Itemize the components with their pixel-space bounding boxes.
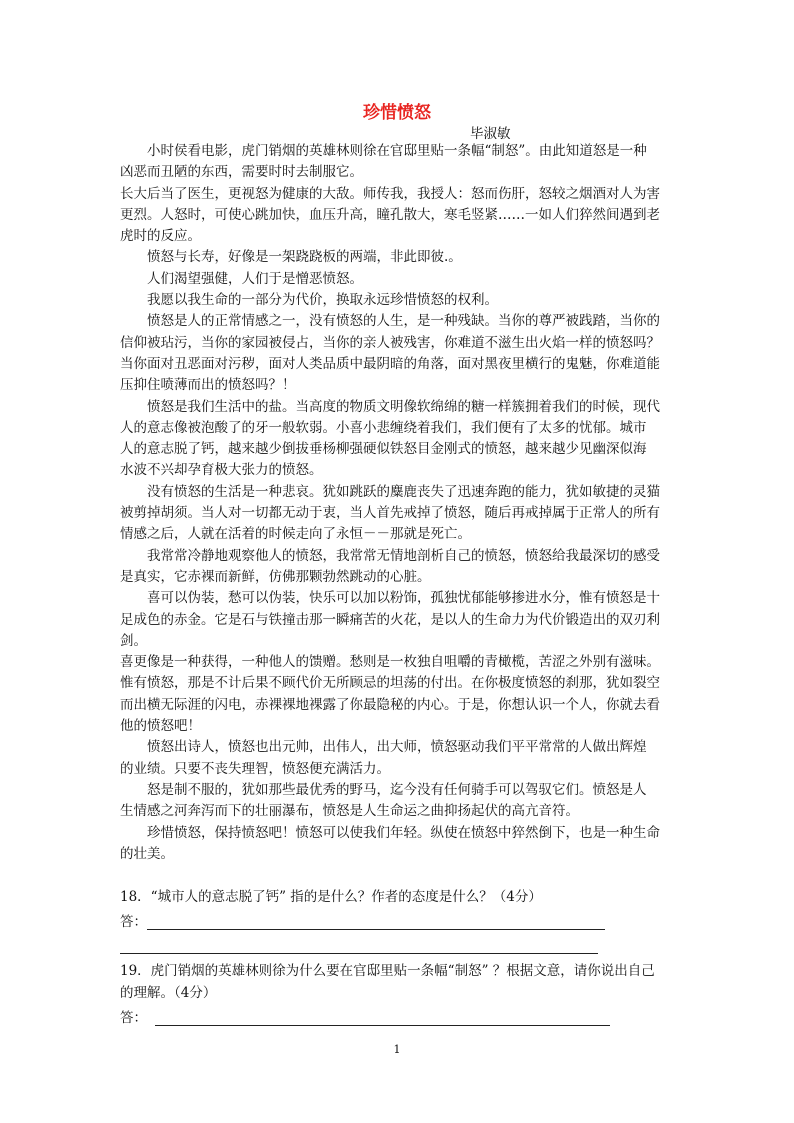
body-line: 人的意志像被泡酸了的牙一般软弱。小喜小悲缠绕着我们，我们便有了太多的忧郁。城市 — [120, 419, 647, 436]
body-line: 而出横无际涯的闪电，赤裸裸地裸露了你最隐秘的内心。于是，你想认识一个人，你就去看 — [120, 696, 660, 713]
body-line: 惟有愤怒，那是不计后果不顾代价无所顾忌的坦荡的付出。在你极度愤怒的刹那，犹如裂空 — [120, 675, 660, 692]
body-line: 愤怒出诗人，愤怒也出元帅，出伟人，出大师，愤怒驱动我们平平常常的人做出辉煌 — [147, 739, 647, 756]
body-line: 怒是制不服的，犹如那些最优秀的野马，迄今没有任何骑手可以驾驭它们。愤怒是人 — [147, 781, 647, 798]
article-body — [120, 141, 690, 865]
body-line: 生情感之河奔泻而下的壮丽瀑布，愤怒是人生命运之曲抑扬起伏的高亢音符。 — [120, 803, 579, 820]
body-line: 凶恶而丑陋的东西，需要时时去制服它。 — [120, 164, 363, 181]
body-line: 剑。 — [120, 632, 147, 649]
body-line: 当你面对丑恶面对污秽，面对人类品质中最阴暗的角落，面对黑夜里横行的鬼魅，你难道能 — [120, 355, 660, 372]
body-line: 压抑住喷薄而出的愤怒吗？！ — [120, 377, 296, 394]
body-line: 虎时的反应。 — [120, 228, 201, 245]
body-line: 小时侯看电影，虎门销烟的英雄林则徐在官邸里贴一条幅“制怒”。由此知道怒是一种 — [147, 143, 647, 159]
answer-label: 答： — [120, 1010, 147, 1026]
answer-19-row — [120, 1004, 690, 1026]
body-line: 信仰被玷污，当你的家园被侵占，当你的亲人被残害，你难道不滋生出火焰一样的愤怒吗？ — [120, 334, 660, 351]
answer-18-row-2 — [120, 932, 690, 954]
body-line: 愤怒是人的正常情感之一，没有愤怒的人生，是一种残缺。当你的尊严被践踏，当你的 — [147, 313, 660, 330]
article-title: 珍惜愤怒 — [363, 103, 431, 123]
author-name: 毕淑敏 — [470, 126, 511, 142]
question-19-line-1: 19．虎门销烟的英雄林则徐为什么要在官邸里贴一条幅“制怒” ？根据文意，请你说出自己 — [120, 963, 655, 979]
body-line: 没有愤怒的生活是一种悲哀。犹如跳跃的麋鹿丧失了迅速奔跑的能力，犹如敏捷的灵猫 — [147, 483, 660, 500]
body-line: 足成色的赤金。它是石与铁撞击那一瞬痛苦的火花，是以人的生命力为代价锻造出的双刃利 — [120, 611, 660, 628]
body-line: 长大后当了医生，更视怒为健康的大敌。师传我，我授人：怒而伤肝，怒较之烟酒对人为害 — [120, 185, 660, 202]
body-line: 的壮美。 — [120, 845, 174, 862]
body-line: 的业绩。只要不丧失理智，愤怒便充满活力。 — [120, 760, 390, 777]
body-line: 情感之后，人就在活着的时候走向了永恒－－那就是死亡。 — [120, 526, 471, 543]
body-line: 被剪掉胡须。当人对一切都无动于衷，当人首先戒掉了愤怒，随后再戒掉属于正常人的所有 — [120, 505, 660, 522]
question-18: 18．“城市人的意志脱了钙” 指的是什么？作者的态度是什么？（4分） — [120, 889, 542, 905]
body-line: 珍惜愤怒，保持愤怒吧！愤怒可以使我们年轻。纵使在愤怒中猝然倒下，也是一种生命 — [147, 824, 660, 841]
answer-19-line[interactable] — [155, 1011, 610, 1026]
body-line: 水波不兴却孕育极大张力的愤怒。 — [120, 462, 323, 479]
questions-section — [120, 886, 690, 1026]
body-line: 喜更像是一种获得，一种他人的馈赠。愁则是一枚独自咀嚼的青橄榄，苦涩之外别有滋味。 — [120, 654, 660, 671]
answer-18-line-1[interactable] — [147, 915, 605, 930]
body-line: 喜可以伪装，愁可以伪装，快乐可以加以粉饰，孤独忧郁能够掺进水分，惟有愤怒是十 — [147, 590, 660, 607]
body-line: 他的愤怒吧！ — [120, 718, 201, 735]
body-line: 我愿以我生命的一部分为代价，换取永远珍惜愤怒的权利。 — [147, 292, 498, 309]
body-line: 愤怒是我们生活中的盐。当高度的物质文明像软绵绵的糖一样簇拥着我们的时候，现代 — [147, 398, 660, 415]
body-line: 更烈。人怒时，可使心跳加快，血压升高，瞳孔散大，寒毛竖紧……一如人们猝然间遇到老 — [120, 206, 660, 223]
body-line: 是真实，它赤裸而新鲜，仿佛那颗勃然跳动的心脏。 — [120, 568, 431, 585]
question-19-line-2: 的理解。（4分） — [120, 985, 217, 1001]
answer-label: 答： — [120, 914, 147, 930]
answer-18-line-2[interactable] — [120, 939, 598, 954]
body-line: 人们渴望强健，人们于是憎恶愤怒。 — [147, 270, 363, 287]
body-line: 愤怒与长寿，好像是一架跷跷板的两端，非此即彼.。 — [147, 249, 462, 266]
page-number: 1 — [393, 1043, 401, 1056]
body-line: 我常常冷静地观察他人的愤怒，我常常无情地剖析自己的愤怒，愤怒给我最深切的感受 — [147, 547, 660, 564]
answer-18-row — [120, 908, 690, 930]
body-line: 人的意志脱了钙，越来越少倒拔垂杨柳强硬似铁怒目金刚式的愤怒，越来越少见幽深似海 — [120, 441, 647, 458]
